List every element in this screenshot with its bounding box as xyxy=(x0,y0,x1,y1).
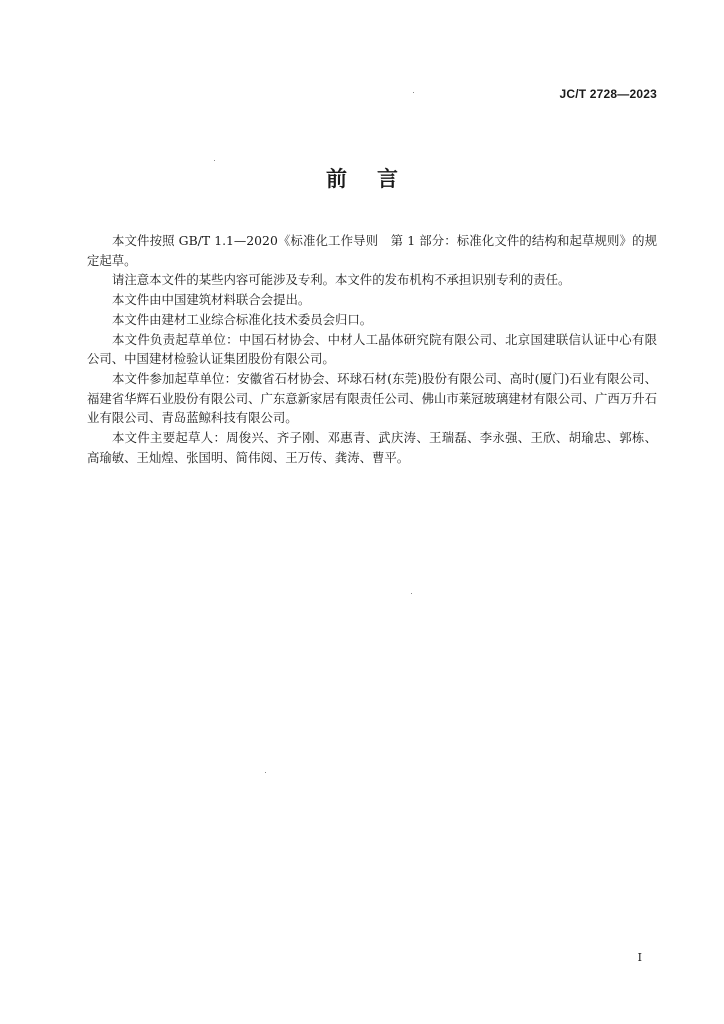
foreword-body xyxy=(87,231,657,467)
paragraph-main-drafters: 本文件主要起草人：周俊兴、齐子刚、邓惠青、武庆涛、王瑞磊、李永强、王欣、胡瑜忠、郭栋、高瑜敏、王灿煌、张国明、简伟阅、王万传、龚涛、曹平。 xyxy=(87,430,657,465)
paragraph-proposer: 本文件由中国建筑材料联合会提出。 xyxy=(112,292,311,308)
scan-speck xyxy=(214,160,215,161)
document-code: JC/T 2728—2023 xyxy=(559,87,657,101)
scan-speck xyxy=(413,92,414,93)
section-title: 前言 xyxy=(326,167,428,191)
paragraph-patent-notice: 请注意本文件的某些内容可能涉及专利。本文件的发布机构不承担识别专利的责任。 xyxy=(112,272,571,288)
paragraph-lead-drafters: 本文件负责起草单位：中国石材协会、中材人工晶体研究院有限公司、北京国建联信认证中心有限公司、中国建材检验认证集团股份有限公司。 xyxy=(87,331,657,367)
scan-speck xyxy=(265,772,266,773)
scan-speck xyxy=(411,593,412,594)
paragraph-drafting-rules: 本文件按照 GB/T 1.1—2020《标准化工作导则 第 1 部分：标准化文件的结构和起草规则》的规定起草。 xyxy=(87,233,657,268)
paragraph-committee: 本文件由建材工业综合标准化技术委员会归口。 xyxy=(112,311,373,327)
paragraph-participating-drafters: 本文件参加起草单位：安徽省石材协会、环球石材(东莞)股份有限公司、高时(厦门)石业有限公司、福建省华辉石业股份有限公司、广东意新家居有限责任公司、佛山市莱冠玻璃建材有限公司、广西万升石业有限公司、青岛蓝鲸科技有限公司。 xyxy=(87,370,657,426)
page-number: I xyxy=(637,951,642,964)
